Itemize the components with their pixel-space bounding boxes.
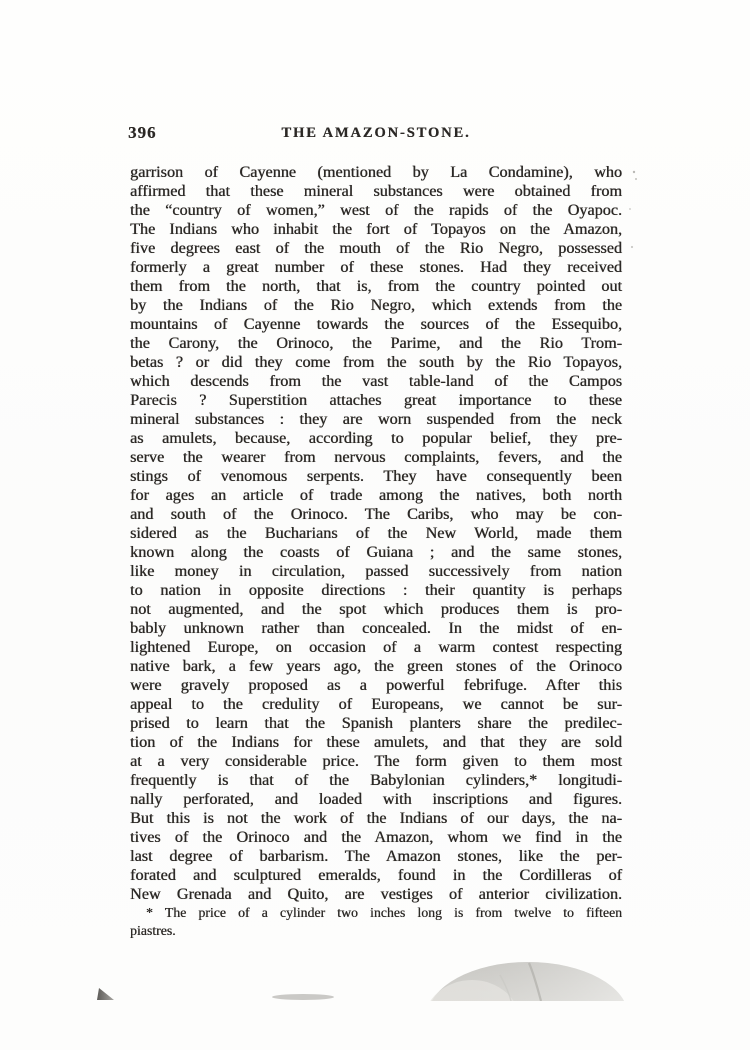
text-line: to nation in opposite directions : their quantity is perhaps xyxy=(130,581,622,599)
text-line: mountains of Cayenne towards the sources of the Essequibo, xyxy=(130,315,622,333)
text-line: not augmented, and the spot which produces them is pro- xyxy=(130,600,622,618)
text-line: betas ? or did they come from the south by the Rio Topayos, xyxy=(130,353,622,371)
page-number: 396 xyxy=(128,123,157,142)
text-line: last degree of barbarism. The Amazon stones, like the per- xyxy=(130,847,622,865)
text-line: tives of the Orinoco and the Amazon, whom we find in the xyxy=(130,828,622,846)
text-line: bably unknown rather than concealed. In the midst of en- xyxy=(130,619,622,637)
text-line: formerly a great number of these stones. Had they received xyxy=(130,258,622,276)
text-line: * The price of a cylinder two inches long is from twelve to fifteen xyxy=(146,905,622,920)
text-line: lightened Europe, on occasion of a warm contest respecting xyxy=(130,638,622,656)
text-line: by the Indians of the Rio Negro, which extends from the xyxy=(130,296,622,314)
text-line: tion of the Indians for these amulets, and that they are sold xyxy=(130,733,622,751)
text-line: nally perforated, and loaded with inscriptions and figures. xyxy=(130,790,622,808)
text-line: garrison of Cayenne (mentioned by La Condamine), who xyxy=(130,163,622,181)
text-line: piastres. xyxy=(130,923,176,938)
text-line: stings of venomous serpents. They have consequently been xyxy=(130,467,622,485)
text-line: like money in circulation, passed successively from nation xyxy=(130,562,622,580)
text-line: which descends from the vast table-land of the Campos xyxy=(130,372,622,390)
text-line: were gravely proposed as a powerful febrifuge. After this xyxy=(130,676,622,694)
text-line: prised to learn that the Spanish planters share the predilec- xyxy=(130,714,622,732)
footnote xyxy=(130,904,622,940)
text-line: and south of the Orinoco. The Caribs, who may be con- xyxy=(130,505,622,523)
scan-mark-triangle xyxy=(97,988,114,1000)
text-line: But this is not the work of the Indians of our days, the na- xyxy=(130,809,622,827)
text-line: the “country of women,” west of the rapids of the Oyapoc. xyxy=(130,201,622,219)
text-line: native bark, a few years ago, the green stones of the Orinoco xyxy=(130,657,622,675)
text-line: them from the north, that is, from the country pointed out xyxy=(130,277,622,295)
text-line: serve the wearer from nervous complaints, fevers, and the xyxy=(130,448,622,466)
text-line: known along the coasts of Guiana ; and the same stones, xyxy=(130,543,622,561)
text-line: New Grenada and Quito, are vestiges of anterior civilization. xyxy=(130,885,622,903)
text-line: sidered as the Bucharians of the New World, made them xyxy=(130,524,622,542)
text-line: frequently is that of the Babylonian cylinders,* longitudi- xyxy=(130,771,622,789)
text-line: Parecis ? Superstition attaches great importance to these xyxy=(130,391,622,409)
text-line: appeal to the credulity of Europeans, we cannot be sur- xyxy=(130,695,622,713)
text-line: mineral substances : they are worn suspended from the neck xyxy=(130,410,622,428)
text-line: at a very considerable price. The form given to them most xyxy=(130,752,622,770)
text-line: forated and sculptured emeralds, found in the Cordilleras of xyxy=(130,866,622,884)
next-page-illustration-fragment xyxy=(424,962,628,1050)
text-line: five degrees east of the mouth of the Rio Negro, possessed xyxy=(130,239,622,257)
text-line: for ages an article of trade among the natives, both north xyxy=(130,486,622,504)
text-line: as amulets, because, according to popular belief, they pre- xyxy=(130,429,622,447)
text-line: The Indians who inhabit the fort of Topayos on the Amazon, xyxy=(130,220,622,238)
text-line: the Carony, the Orinoco, the Parime, and the Rio Trom- xyxy=(130,334,622,352)
running-title: THE AMAZON-STONE. xyxy=(281,125,471,141)
scan-smudge xyxy=(272,994,334,1000)
page-header xyxy=(130,123,622,145)
scan-specks xyxy=(629,171,637,248)
body-text xyxy=(130,163,622,904)
text-line: affirmed that these mineral substances were obtained from xyxy=(130,182,622,200)
